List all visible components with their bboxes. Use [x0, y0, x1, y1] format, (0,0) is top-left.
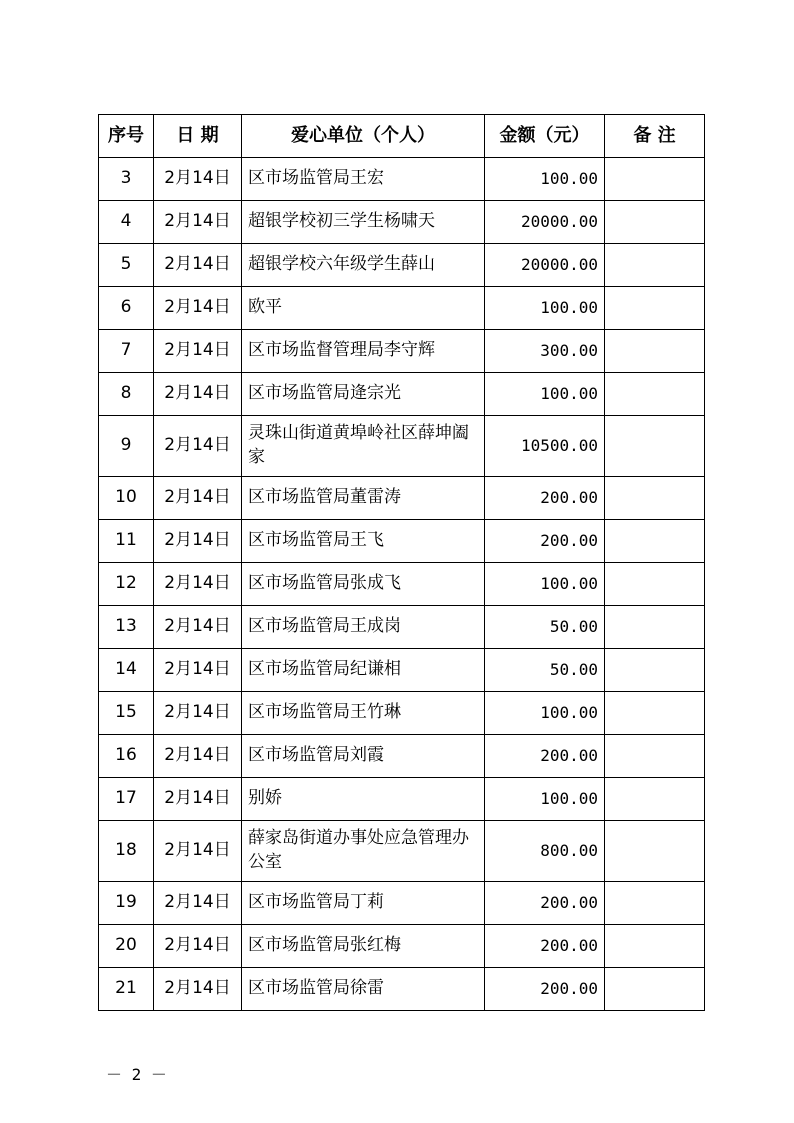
row-num: 20: [99, 925, 154, 968]
row-amount: 200.00: [485, 925, 605, 968]
row-num: 17: [99, 778, 154, 821]
table-row: [99, 882, 705, 925]
page-number: － 2 －: [106, 1065, 167, 1084]
row-num: 15: [99, 692, 154, 735]
row-donor: 超银学校初三学生杨啸天: [242, 201, 485, 244]
row-num: 10: [99, 477, 154, 520]
row-date: 2月14日: [154, 882, 242, 925]
row-donor: 区市场监督管理局李守辉: [242, 330, 485, 373]
row-date: 2月14日: [154, 158, 242, 201]
table-row: [99, 244, 705, 287]
row-date: 2月14日: [154, 968, 242, 1011]
table-row: [99, 330, 705, 373]
row-amount: 10500.00: [485, 416, 605, 477]
row-note: [605, 606, 705, 649]
row-date: 2月14日: [154, 649, 242, 692]
row-date: 2月14日: [154, 373, 242, 416]
row-date: 2月14日: [154, 244, 242, 287]
table-body: [99, 158, 705, 1011]
row-note: [605, 968, 705, 1011]
row-note: [605, 649, 705, 692]
row-note: [605, 158, 705, 201]
row-note: [605, 244, 705, 287]
row-amount: 200.00: [485, 968, 605, 1011]
row-note: [605, 778, 705, 821]
table-row: [99, 158, 705, 201]
row-note: [605, 416, 705, 477]
row-date: 2月14日: [154, 925, 242, 968]
row-date: 2月14日: [154, 201, 242, 244]
row-amount: 800.00: [485, 821, 605, 882]
header-donor: 爱心单位（个人）: [242, 115, 485, 158]
row-donor: 欧平: [242, 287, 485, 330]
row-donor: 区市场监管局董雷涛: [242, 477, 485, 520]
table-row: [99, 201, 705, 244]
table-row: [99, 968, 705, 1011]
row-num: 11: [99, 520, 154, 563]
row-note: [605, 520, 705, 563]
row-amount: 100.00: [485, 287, 605, 330]
row-date: 2月14日: [154, 735, 242, 778]
row-num: 8: [99, 373, 154, 416]
table-row: [99, 520, 705, 563]
row-note: [605, 821, 705, 882]
row-amount: 100.00: [485, 563, 605, 606]
row-num: 5: [99, 244, 154, 287]
table-row: [99, 778, 705, 821]
donations-table: [98, 114, 705, 1011]
row-num: 6: [99, 287, 154, 330]
row-note: [605, 692, 705, 735]
row-num: 4: [99, 201, 154, 244]
row-date: 2月14日: [154, 520, 242, 563]
row-donor: 区市场监管局王成岗: [242, 606, 485, 649]
row-note: [605, 477, 705, 520]
table-row: [99, 287, 705, 330]
row-num: 7: [99, 330, 154, 373]
header-date: 日 期: [154, 115, 242, 158]
row-amount: 100.00: [485, 158, 605, 201]
header-num: 序号: [99, 115, 154, 158]
row-date: 2月14日: [154, 416, 242, 477]
row-num: 3: [99, 158, 154, 201]
table-row: [99, 606, 705, 649]
row-amount: 200.00: [485, 735, 605, 778]
table-row: [99, 477, 705, 520]
row-donor: 区市场监管局刘霞: [242, 735, 485, 778]
row-donor: 区市场监管局徐雷: [242, 968, 485, 1011]
row-num: 14: [99, 649, 154, 692]
row-donor: 区市场监管局逄宗光: [242, 373, 485, 416]
row-note: [605, 925, 705, 968]
row-donor: 灵珠山街道黄埠岭社区薛坤阖家: [242, 416, 485, 477]
row-date: 2月14日: [154, 330, 242, 373]
header-amount: 金额（元）: [485, 115, 605, 158]
row-donor: 区市场监管局王宏: [242, 158, 485, 201]
row-num: 12: [99, 563, 154, 606]
table-row: [99, 416, 705, 477]
row-num: 16: [99, 735, 154, 778]
row-amount: 200.00: [485, 520, 605, 563]
row-amount: 100.00: [485, 778, 605, 821]
row-donor: 别娇: [242, 778, 485, 821]
row-date: 2月14日: [154, 778, 242, 821]
table-row: [99, 925, 705, 968]
row-date: 2月14日: [154, 606, 242, 649]
row-amount: 20000.00: [485, 244, 605, 287]
row-num: 13: [99, 606, 154, 649]
table-row: [99, 649, 705, 692]
row-donor: 超银学校六年级学生薛山: [242, 244, 485, 287]
row-amount: 100.00: [485, 373, 605, 416]
table-row: [99, 821, 705, 882]
row-note: [605, 563, 705, 606]
row-note: [605, 201, 705, 244]
row-date: 2月14日: [154, 477, 242, 520]
row-num: 9: [99, 416, 154, 477]
row-amount: 50.00: [485, 606, 605, 649]
row-amount: 200.00: [485, 477, 605, 520]
row-date: 2月14日: [154, 692, 242, 735]
row-amount: 100.00: [485, 692, 605, 735]
row-donor: 区市场监管局张成飞: [242, 563, 485, 606]
row-donor: 区市场监管局丁莉: [242, 882, 485, 925]
row-amount: 200.00: [485, 882, 605, 925]
row-num: 18: [99, 821, 154, 882]
header-note: 备 注: [605, 115, 705, 158]
row-note: [605, 287, 705, 330]
table-row: [99, 692, 705, 735]
row-amount: 50.00: [485, 649, 605, 692]
row-date: 2月14日: [154, 287, 242, 330]
table-row: [99, 735, 705, 778]
row-num: 19: [99, 882, 154, 925]
table-row: [99, 563, 705, 606]
table-header-row: [99, 115, 705, 158]
row-note: [605, 330, 705, 373]
row-date: 2月14日: [154, 563, 242, 606]
row-donor: 区市场监管局王飞: [242, 520, 485, 563]
row-amount: 300.00: [485, 330, 605, 373]
row-donor: 区市场监管局纪谦相: [242, 649, 485, 692]
row-date: 2月14日: [154, 821, 242, 882]
row-note: [605, 735, 705, 778]
row-note: [605, 882, 705, 925]
row-amount: 20000.00: [485, 201, 605, 244]
row-num: 21: [99, 968, 154, 1011]
table-row: [99, 373, 705, 416]
row-note: [605, 373, 705, 416]
row-donor: 区市场监管局王竹琳: [242, 692, 485, 735]
row-donor: 区市场监管局张红梅: [242, 925, 485, 968]
row-donor: 薛家岛街道办事处应急管理办公室: [242, 821, 485, 882]
